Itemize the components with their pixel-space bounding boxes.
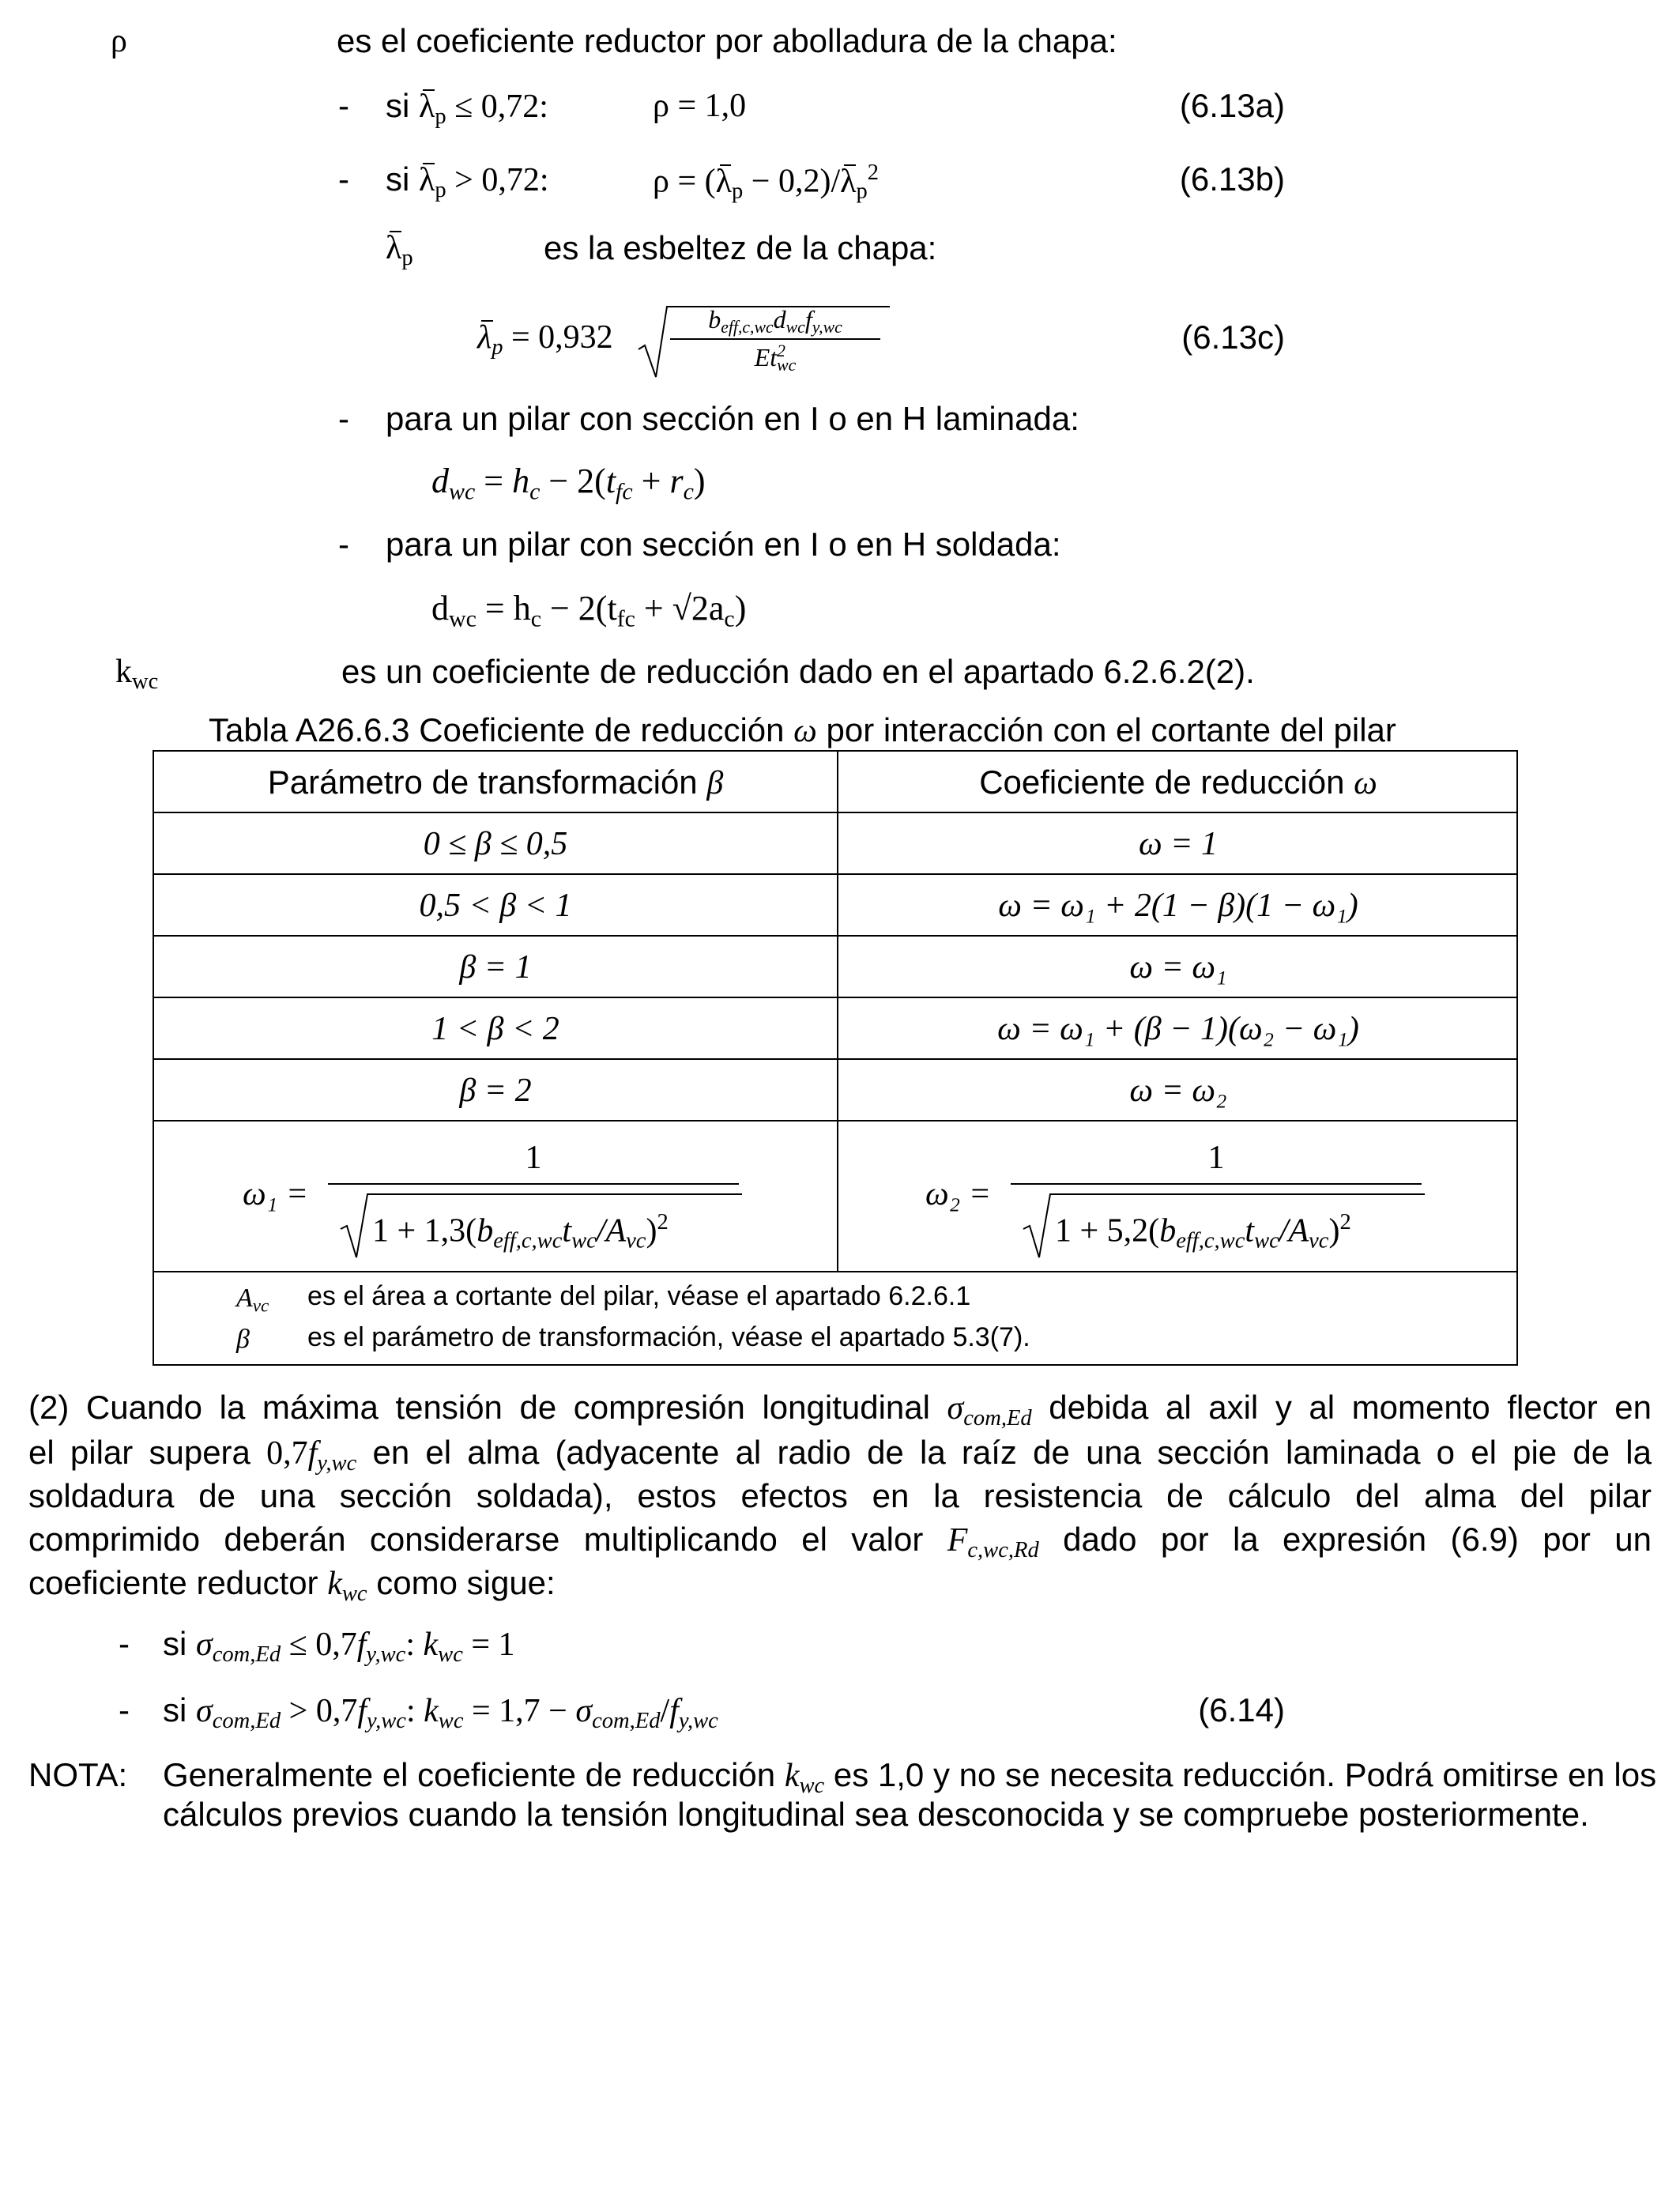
case-614-2: si $\sigma_{com,Ed} > 0,7f_{y,wc}$: $k_{wc} = 1,7 - \sigma_{com,Ed}/f_{y,wc}$ (163, 1691, 718, 1733)
table-cell-omega: ω = ω₂ (1129, 1072, 1227, 1109)
note-symbol: $A_{vc}$ (236, 1284, 269, 1317)
table-caption: Tabla A26.6.3 Coeficiente de reducción ω por interacción con el cortante del pilar (209, 711, 1396, 749)
omega1-lhs: ω₁ = (243, 1176, 309, 1212)
case-6-13b: si $\lambda_p > 0,72$: (386, 160, 549, 202)
fraction-bar (1011, 1183, 1422, 1185)
table-rule (154, 1271, 1516, 1272)
equation-number: (6.13c) (1181, 319, 1285, 356)
omega1-denominator: $1 + 1,3(b_{eff,c,wc}t_{wc}/A_{vc})^2$ (372, 1210, 669, 1253)
equation-number: (6.14) (1198, 1691, 1285, 1728)
table-cell-omega: ω = ω₁ + 2(1 − β)(1 − ω₁) (998, 888, 1358, 924)
paragraph-2-line-4: comprimido deberán considerarse multiplicando el valor $F_{c,wc,Rd}$ dado por la expresión (6.9) por un (28, 1521, 1652, 1563)
case-6-13a: si $\lambda_p \le 0,72$: (386, 87, 548, 129)
rho-definition: es el coeficiente reductor por abolladura de la chapa: (337, 22, 1117, 59)
dash: - (119, 1691, 130, 1728)
lambda-eq-denominator: $Et^2_{wc}$ (754, 341, 797, 375)
paragraph-2-line-5: coeficiente reductor $k_{wc}$ como sigue: (28, 1564, 556, 1606)
omega2-lhs: ω₂ = (925, 1176, 992, 1212)
dash: - (338, 87, 349, 124)
dash: - (338, 400, 349, 437)
kwc-definition: es un coeficiente de reducción dado en el apartado 6.2.6.2(2). (341, 653, 1255, 690)
lambda-eq-numerator: $b_{eff,c,wc}d_{wc}f_{y,wc}$ (708, 305, 842, 337)
equation-number: (6.13b) (1179, 160, 1285, 198)
dash: - (338, 160, 349, 198)
table-cell-omega: ω = ω₁ + (β − 1)(ω₂ − ω₁) (997, 1011, 1359, 1047)
coefficient-table (153, 750, 1518, 1366)
omega2-numerator: 1 (1207, 1140, 1225, 1176)
lambda-definition: es la esbeltez de la chapa: (544, 229, 937, 266)
table-cell-beta: 1 < β < 2 (431, 1011, 559, 1047)
paragraph-2-line-1: (2) Cuando la máxima tensión de compresión longitudinal $\sigma_{com,Ed}$ debida al axil y al momento flector en (28, 1389, 1652, 1431)
table-cell-beta: 0,5 < β < 1 (419, 888, 572, 924)
nota-line-2: cálculos previos cuando la tensión longitudinal sea desconocida y se compruebe posteriormente. (163, 1796, 1589, 1833)
equation-number: (6.13a) (1179, 87, 1285, 124)
header-coeficiente: Coeficiente de reducción ω (979, 763, 1377, 801)
table-cell-beta: β = 1 (459, 949, 532, 986)
fraction-bar (670, 338, 880, 340)
note-symbol: β (236, 1325, 250, 1354)
soldada-label: para un pilar con sección en I o en H soldada: (386, 526, 1061, 563)
nota-label: NOTA: (28, 1756, 128, 1793)
table-cell-beta: 0 ≤ β ≤ 0,5 (423, 826, 568, 862)
dash: - (338, 526, 349, 563)
nota-line-1: Generalmente el coeficiente de reducción $k_{wc}$ es 1,0 y no se necesita reducción. Podrá omitirse en los (163, 1756, 1657, 1798)
case-6-13b-result: $\rho = (\lambda_p - 0,2)/\lambda_p^2$ (653, 160, 880, 204)
kwc-symbol: $k_{wc}$ (115, 654, 159, 694)
lambda-symbol: $\lambda_p$ (386, 230, 413, 270)
rho-symbol: ρ (111, 23, 127, 59)
table-rule (154, 935, 1516, 937)
lambda-eq-lhs: $\lambda_p = 0,932$ (477, 319, 613, 360)
table-cell-omega: ω = ω₁ (1129, 949, 1227, 986)
laminada-equation: $d_{wc} = h_c - 2(t_{fc} + r_c)$ (431, 462, 706, 505)
table-rule (154, 812, 1516, 813)
table-rule (154, 1058, 1516, 1060)
dash: - (119, 1625, 130, 1662)
case-614-1: si $\sigma_{com,Ed} \le 0,7f_{y,wc}$: $k_{wc} = 1$ (163, 1625, 515, 1667)
note-text: es el parámetro de transformación, véase el apartado 5.3(7). (307, 1322, 1030, 1352)
note-text: es el área a cortante del pilar, véase el apartado 6.2.6.1 (307, 1281, 971, 1311)
paragraph-2-line-3: soldadura de una sección soldada), estos efectos en la resistencia de cálculo del alma del pilar (28, 1477, 1652, 1514)
laminada-label: para un pilar con sección en I o en H laminada: (386, 400, 1079, 437)
header-parametro: Parámetro de transformación β (267, 763, 724, 801)
soldada-equation: $d_{wc} = h_c - 2(t_{fc} + √2a_c)$ (431, 589, 747, 632)
omega1-numerator: 1 (525, 1140, 542, 1176)
table-cell-omega: ω = 1 (1139, 826, 1218, 862)
table-cell-beta: β = 2 (459, 1072, 532, 1109)
table-rule (154, 873, 1516, 875)
omega2-denominator: $1 + 5,2(b_{eff,c,wc}t_{wc}/A_{vc})^2$ (1055, 1210, 1351, 1253)
table-rule (154, 997, 1516, 998)
table-rule (154, 1120, 1516, 1122)
case-6-13a-result: ρ = 1,0 (653, 88, 747, 124)
fraction-bar (328, 1183, 739, 1185)
paragraph-2-line-2: el pilar supera $0,7f_{y,wc}$ en el alma (adyacente al radio de la raíz de una sección laminada o el pie de la (28, 1434, 1652, 1476)
